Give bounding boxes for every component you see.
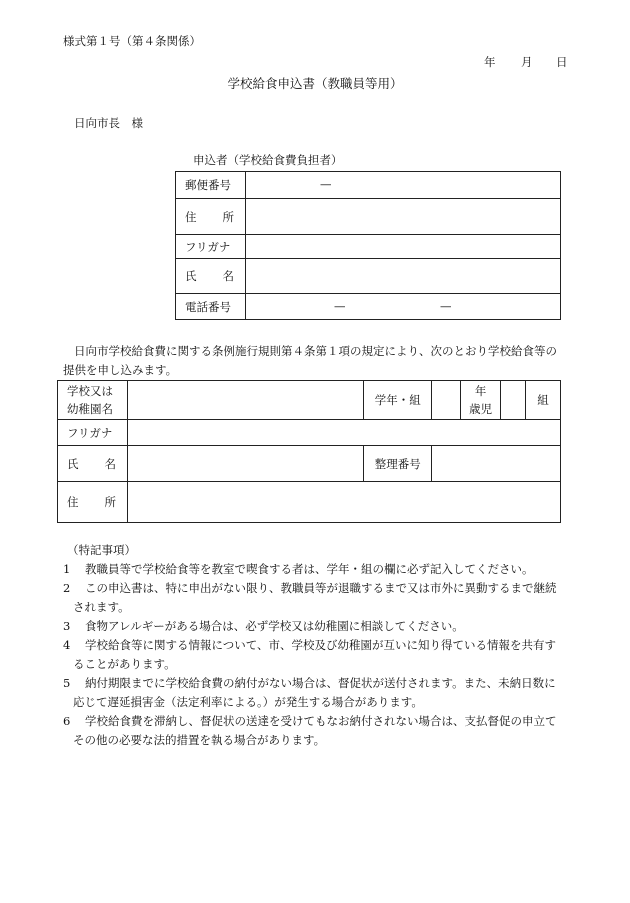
name-label xyxy=(176,259,246,294)
age-label: 歳児 xyxy=(469,402,493,416)
postal-code-dash: — xyxy=(319,177,332,191)
note-text-line: 応じて遅延損害金（法定利率による。）が発生する場合があります。 xyxy=(73,695,423,709)
student-address-label-char1: 住 xyxy=(67,495,79,509)
statement-line-2: 提供を申し込みます。 xyxy=(63,363,178,377)
name-field[interactable] xyxy=(245,259,560,294)
postal-code-label: 郵便番号 xyxy=(176,172,246,199)
note-number: 2 xyxy=(63,581,71,595)
name-label-char1: 氏 xyxy=(185,269,197,283)
date-day-label: 日 xyxy=(556,55,568,69)
note-text-line: 教職員等で学校給食等を教室で喫食する者は、学年・組の欄に必ず記入してください。 xyxy=(85,562,534,576)
note-number: 6 xyxy=(63,714,71,728)
address-label-char1: 住 xyxy=(185,209,197,224)
applicant-table xyxy=(175,171,561,320)
address-field[interactable] xyxy=(245,199,560,235)
phone-dash-2: — xyxy=(439,299,452,313)
special-notes xyxy=(63,541,573,750)
student-address-label-char2: 所 xyxy=(104,495,116,509)
note-text-line: 納付期限までに学校給食費の納付がない場合は、督促状が送付されます。また、未納日数に xyxy=(85,676,556,690)
note-text-line: 学校給食費を滞納し、督促状の送達を受けてもなお納付されない場合は、支払督促の申立て xyxy=(85,714,557,728)
note-number: 3 xyxy=(63,619,71,633)
grade-class-label: 学年・組 xyxy=(364,381,432,420)
phone-dash-1: — xyxy=(333,299,346,313)
address-label xyxy=(176,199,246,235)
date-year-label: 年 xyxy=(484,55,496,69)
note-number: 1 xyxy=(63,562,71,576)
year-label: 年 xyxy=(474,384,487,398)
name-label-char2: 名 xyxy=(222,269,234,283)
note-item xyxy=(63,712,573,750)
statement-line-1: 日向市学校給食費に関する条例施行規則第４条第１項の規定により、次のとおり学校給食等の xyxy=(74,344,557,358)
student-name-label-char1: 氏 xyxy=(67,456,79,471)
school-name-label xyxy=(58,381,128,420)
notes-heading: （特記事項） xyxy=(67,543,136,557)
note-text-line: 学校給食等に関する情報について、市、学校及び幼稚園が互いに知り得ている情報を共有す xyxy=(85,638,557,652)
furigana-field[interactable] xyxy=(245,235,560,259)
form-number: 様式第１号（第４条関係） xyxy=(63,34,201,48)
class-label: 組 xyxy=(526,381,561,420)
note-text-line: されます。 xyxy=(73,600,130,614)
student-name-label xyxy=(58,446,128,482)
year-age-label xyxy=(461,381,501,420)
grade-field[interactable] xyxy=(432,381,461,420)
class-field[interactable] xyxy=(501,381,526,420)
school-name-label-line2: 幼稚園名 xyxy=(67,402,113,416)
phone-label: 電話番号 xyxy=(176,294,246,320)
student-name-label-char2: 名 xyxy=(104,456,116,471)
phone-field[interactable] xyxy=(245,294,560,320)
note-number: 4 xyxy=(63,638,71,652)
note-item xyxy=(63,674,573,712)
student-furigana-field[interactable] xyxy=(127,420,560,446)
student-name-field[interactable] xyxy=(127,446,363,482)
student-address-label xyxy=(58,482,128,523)
note-number: 5 xyxy=(63,676,71,690)
addressee: 日向市長 様 xyxy=(74,116,143,130)
note-text-line: 食物アレルギーがある場合は、必ず学校又は幼稚園に相談してください。 xyxy=(85,619,464,633)
ref-number-label: 整理番号 xyxy=(364,446,432,482)
note-item xyxy=(63,636,573,674)
student-address-field[interactable] xyxy=(127,482,560,523)
date-month-label: 月 xyxy=(521,55,533,69)
school-name-label-line1: 学校又は xyxy=(67,384,113,398)
note-text-line: ることがあります。 xyxy=(73,657,176,671)
school-table xyxy=(57,380,561,523)
note-item xyxy=(63,579,573,617)
furigana-label: フリガナ xyxy=(176,235,246,259)
ref-number-field[interactable] xyxy=(432,446,561,482)
address-label-char2: 所 xyxy=(222,209,234,224)
note-item xyxy=(63,560,573,579)
note-text-line: その他の必要な法的措置を執る場合があります。 xyxy=(73,733,326,747)
postal-code-field[interactable] xyxy=(245,172,560,199)
page-title: 学校給食申込書（教職員等用） xyxy=(227,76,403,91)
school-name-field[interactable] xyxy=(127,381,363,420)
note-text-line: この申込書は、特に申出がない限り、教職員等が退職するまで又は市外に異動するまで継続 xyxy=(85,581,557,595)
note-item xyxy=(63,617,573,636)
applicant-heading: 申込者（学校給食費負担者） xyxy=(193,153,343,167)
student-furigana-label: フリガナ xyxy=(58,420,128,446)
